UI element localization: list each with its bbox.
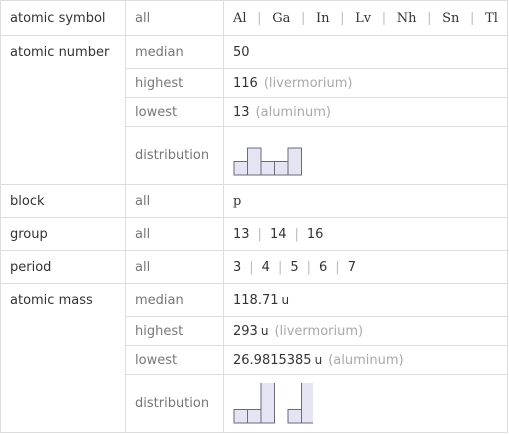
element-symbol: Sn [442, 10, 460, 26]
group-value: 16 [306, 226, 324, 242]
value-cell [224, 251, 508, 284]
symbol-list [233, 11, 498, 26]
separator: | [257, 226, 262, 242]
separator: | [300, 10, 306, 26]
value-cell [224, 69, 508, 98]
symbol-values-cell [224, 1, 508, 36]
histogram-bar [234, 409, 248, 423]
histogram-cell [224, 375, 508, 433]
value-cell [224, 346, 508, 375]
element-symbol: Tl [485, 10, 498, 26]
period-value: 4 [261, 259, 270, 275]
group-list [233, 227, 323, 242]
histogram-bar [288, 148, 302, 175]
value: 26.9815385 [233, 352, 312, 368]
property-label: atomic mass [1, 284, 126, 433]
property-label: block [1, 185, 126, 218]
sub-label: median [126, 36, 224, 69]
sub-label: highest [126, 69, 224, 98]
unit: u [260, 323, 269, 338]
property-label: atomic number [1, 36, 126, 185]
sub-label: all [126, 218, 224, 251]
value-cell [224, 185, 508, 218]
period-value: 6 [319, 259, 328, 275]
property-label: period [1, 251, 126, 284]
period-value: 5 [290, 259, 299, 275]
separator: | [340, 10, 345, 26]
row-period [1, 251, 508, 284]
separator: | [294, 226, 299, 242]
period-list [233, 260, 356, 275]
sub-label: distribution [126, 375, 224, 433]
histogram-bar [261, 383, 275, 423]
separator: | [249, 259, 254, 275]
sub-label: all [126, 251, 224, 284]
histogram-bar [288, 409, 302, 423]
group-value: 13 [233, 226, 250, 242]
sub-label: all [126, 1, 224, 36]
unit: u [314, 352, 323, 367]
period-value: 3 [233, 259, 242, 275]
row-atomic-symbol [1, 1, 508, 36]
value: 50 [233, 44, 250, 60]
histogram-bar [302, 383, 314, 423]
group-value: 14 [269, 226, 287, 242]
row-block [1, 185, 508, 218]
element-symbol: Ga [272, 10, 291, 26]
value-cell [224, 317, 508, 346]
period-value: 7 [347, 259, 356, 275]
atomic-number-histogram [233, 135, 313, 177]
value: 293 [233, 323, 258, 339]
value: p [233, 193, 242, 209]
sub-label: median [126, 284, 224, 317]
sub-label: all [126, 185, 224, 218]
property-label: atomic symbol [1, 1, 126, 36]
sub-label: lowest [126, 98, 224, 127]
element-symbol: In [315, 10, 330, 26]
value-cell [224, 36, 508, 69]
histogram-bar [234, 161, 248, 175]
value-cell [224, 284, 508, 317]
histogram-cell [224, 127, 508, 185]
element-symbol: Lv [355, 10, 372, 26]
separator: | [470, 10, 475, 26]
value: 13 [233, 104, 250, 120]
separator: | [427, 10, 432, 26]
value-cell [224, 98, 508, 127]
separator: | [306, 259, 312, 275]
separator: | [277, 259, 283, 275]
sub-label: lowest [126, 346, 224, 375]
element-symbol: Nh [396, 10, 417, 26]
row-atomic-mass-median [1, 284, 508, 317]
value: 116 [233, 75, 258, 91]
value-cell [224, 218, 508, 251]
separator: | [257, 10, 262, 26]
element-note: (livermorium) [263, 75, 353, 91]
atomic-mass-histogram [233, 383, 313, 425]
separator: | [335, 259, 340, 275]
histogram-bar [275, 161, 289, 175]
sub-label: distribution [126, 127, 224, 185]
element-note: (livermorium) [274, 323, 364, 339]
histogram-bar [248, 409, 262, 423]
row-group [1, 218, 508, 251]
separator: | [381, 10, 387, 26]
element-note: (aluminum) [328, 352, 404, 368]
element-note: (aluminum) [255, 104, 331, 120]
histogram-bar [261, 161, 275, 175]
sub-label: highest [126, 317, 224, 346]
element-symbol: Al [233, 10, 247, 26]
property-label: group [1, 218, 126, 251]
row-atomic-number-median [1, 36, 508, 69]
histogram-bar [248, 148, 262, 175]
unit: u [281, 292, 290, 307]
value: 118.71 [233, 292, 279, 308]
